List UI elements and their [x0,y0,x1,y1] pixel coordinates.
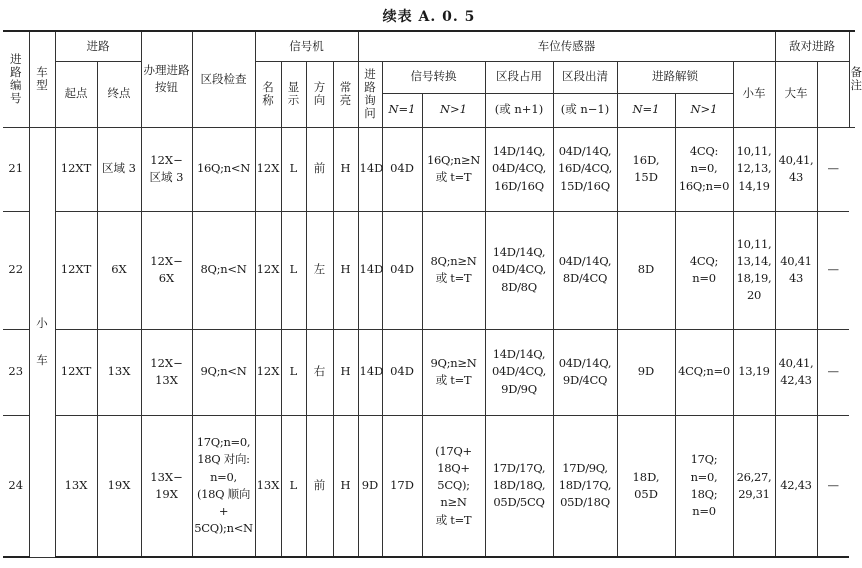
sig-name-cell: 12X [255,329,281,415]
switch-n-cell [422,127,485,211]
cell-line: 4CQ: [689,144,719,159]
hostile-big-cell [775,329,817,415]
cell-line: 13X− [150,469,183,484]
sig-name-cell: 13X [255,415,281,557]
header-remark [849,31,862,127]
header-occupy-sub: (或 n+1) [485,93,553,127]
route-no-cell: 24 [3,415,29,557]
cell-line: 8Q;n≥N [430,253,477,268]
cell-line: 26,27, [736,469,772,484]
header-sig-steady [333,61,358,127]
cell-line: 05D [634,486,658,501]
sig-name-cell: 12X [255,127,281,211]
clear-cell [553,329,617,415]
start-cell: 12XT [55,127,97,211]
cell-line: 18D, [632,469,660,484]
switch-n1-cell: 04D [382,329,422,415]
occupy-cell [485,329,553,415]
cell-line: n=0, [690,161,718,176]
cell-line: 04D/4CQ, [492,364,546,379]
sig-steady-cell: H [333,415,358,557]
button-cell [141,211,192,329]
unlock-n-cell [675,329,733,415]
cell-line: 14,19 [738,178,770,193]
unlock-n1-cell [617,211,675,329]
hostile-small-cell [733,211,775,329]
remark-cell: — [817,211,849,329]
switch-n-cell [422,329,485,415]
header-clear: 区段出清 [553,61,617,93]
cell-line: 18,19, [736,271,772,285]
table-row [3,415,855,557]
hostile-small-cell [733,329,775,415]
car-type-cell [29,127,55,557]
cell-line: 29,31 [738,486,770,501]
button-cell [141,415,192,557]
cell-line: 13,19 [738,364,770,379]
button-cell [141,329,192,415]
cell-line: 18Q; [690,486,718,501]
header-big-car: 大车 [775,61,817,127]
header-signal-switch: 信号转换 [382,61,485,93]
cell-line: 18Q 对向: [197,452,250,467]
unlock-n1-cell [617,415,675,557]
cell-line: 04D/14Q, [558,144,612,159]
header-row-2 [3,61,855,93]
cell-line: 14D/14Q, [492,144,546,159]
cell-line: 16D/4CQ, [558,161,612,176]
cell-line: 10,11, [736,144,772,159]
sig-display-cell: L [281,211,306,329]
cell-line: 43 [788,271,804,285]
unlock-n-cell [675,211,733,329]
cell-line: 16D/16Q [494,178,544,193]
cell-line: 18D/17Q, [558,478,612,493]
cell-line: 17D/17Q, [492,460,546,475]
header-button-text: 办理进路按钮 [143,63,190,95]
route-query-cell: 14D [358,211,382,329]
header-sig-direction-text: 方 向 [313,79,326,107]
cell-line: 04D/14Q, [558,355,612,370]
header-unlock-n: N>1 [675,93,733,127]
cell-line: 8D/8Q [501,279,537,294]
cell-line: n=0 [692,271,716,285]
cell-line: 40,41, [778,152,814,167]
car-type-value: 小 车 [36,316,48,367]
cell-line: 5CQ); [437,478,470,493]
cell-line: 或 t=T [435,512,472,527]
hostile-small-cell [733,415,775,557]
header-start: 起点 [55,61,97,127]
cell-line: 17D/9Q, [562,460,608,475]
cell-line: 14D/14Q, [492,245,546,260]
cell-line: n≥N [440,495,467,510]
header-occupy: 区段占用 [485,61,553,93]
unlock-n1-cell [617,127,675,211]
header-route-query-text: 进 路 询 问 [364,66,376,121]
header-clear-sub: (或 n−1) [553,93,617,127]
cell-line: 9Q;n<N [200,364,247,379]
cell-line: 05D/18Q [560,495,610,510]
cell-line: 区域 3 [149,170,184,184]
switch-n1-cell: 04D [382,127,422,211]
cell-line: n=0, [690,469,718,484]
header-small-car: 小车 [733,61,775,127]
cell-line: 04D/4CQ, [492,161,546,176]
sig-direction-cell: 左 [306,211,333,329]
header-unlock-n1: N=1 [617,93,675,127]
occupy-cell [485,127,553,211]
cell-line: 6X [158,271,175,285]
cell-line: 4CQ;n=0 [678,364,730,379]
header-car-type-text: 车 型 [36,65,48,93]
header-sig-direction [306,61,333,127]
sig-display-cell: L [281,127,306,211]
header-sig-display-text: 显 示 [287,79,300,107]
cell-line: 15D [634,170,658,184]
header-signal: 信号机 [255,31,358,61]
header-section-check: 区段检查 [192,31,255,127]
header-switch-n: N>1 [422,93,485,127]
header-hostile: 敌对进路 [775,31,849,61]
cell-line: 或 t=T [435,271,472,285]
cell-line: 10,11, [736,236,772,251]
header-sig-name-text: 名 称 [262,79,274,107]
cell-line: 04D/4CQ, [492,262,546,277]
cell-line: 13,14, [736,253,772,268]
route-no-cell: 22 [3,211,29,329]
cell-line: 43 [788,170,804,184]
cell-line: 42,43 [780,478,812,493]
cell-line: (17Q+ [435,443,472,458]
remark-cell: — [817,415,849,557]
cell-line: 05D/5CQ [493,495,545,510]
section-check-cell [192,211,255,329]
hostile-big-cell [775,127,817,211]
cell-line: 18D/18Q, [492,478,546,493]
cell-line: 17Q;n=0, [196,435,251,449]
section-check-cell [192,329,255,415]
cell-line: 5CQ);n<N [194,521,253,536]
cell-line: 或 t=T [435,170,472,184]
route-no-cell: 21 [3,127,29,211]
cell-line: n=0, [210,469,237,484]
cell-line: 19X [155,486,178,501]
cell-line: 14D/14Q, [492,347,546,362]
cell-line: 8D [637,262,655,277]
table-title: 续表 A. 0. 5 [382,9,476,25]
cell-line: 18Q+ [437,460,470,475]
cell-line: 8Q;n<N [200,262,247,277]
cell-line: 9D [637,364,655,379]
end-cell: 6X [97,211,141,329]
cell-line: 13X [155,373,178,387]
unlock-n-cell [675,127,733,211]
header-route: 进路 [55,31,141,61]
cell-line: 16Q;n≥N [427,152,480,167]
cell-line: 9D/9Q [501,381,537,396]
unlock-n1-cell [617,329,675,415]
header-switch-n1: N=1 [382,93,422,127]
cell-line: 9D/4CQ [562,373,608,387]
hostile-big-cell [775,415,817,557]
route-table [3,30,862,558]
cell-line: 12X− [150,152,183,167]
cell-line: 或 t=T [435,373,472,387]
route-query-cell: 14D [358,127,382,211]
route-query-cell: 9D [358,415,382,557]
cell-line: 12X− [150,355,183,370]
cell-line: 20 [746,288,762,303]
sig-display-cell: L [281,415,306,557]
cell-line: 9Q;n≥N [430,355,477,370]
header-car-type [29,31,55,127]
switch-n-cell [422,211,485,329]
sig-name-cell: 12X [255,211,281,329]
section-check-cell [192,415,255,557]
header-sig-name [255,61,281,127]
sig-direction-cell: 前 [306,415,333,557]
end-cell: 19X [97,415,141,557]
sig-display-cell: L [281,329,306,415]
header-remark-text: 备 注 [850,65,862,93]
header-sensor: 车位传感器 [358,31,775,61]
sig-steady-cell: H [333,211,358,329]
switch-n1-cell: 17D [382,415,422,557]
table-row [3,127,855,211]
clear-cell [553,211,617,329]
cell-line: n=0 [692,504,716,518]
header-unlock: 进路解锁 [617,61,733,93]
cell-line: 8D/4CQ [562,271,608,285]
cell-line: 40,41, [778,355,814,370]
table-row [3,211,855,329]
cell-line: 16Q;n=0 [678,178,730,193]
occupy-cell [485,415,553,557]
cell-line: 40,41 [780,253,812,268]
sig-direction-cell: 前 [306,127,333,211]
cell-line: (18Q 顺向+ [196,486,251,518]
header-sig-display [281,61,306,127]
cell-line: 16D, [632,152,660,167]
hostile-big-cell [775,211,817,329]
switch-n-cell [422,415,485,557]
end-cell: 区域 3 [97,127,141,211]
cell-line: 4CQ; [689,253,719,268]
header-sig-steady-text: 常 亮 [339,79,352,107]
header-route-no-text: 进 路 编 号 [10,51,22,106]
cell-line: 16Q;n<N [197,161,250,176]
start-cell: 12XT [55,329,97,415]
start-cell: 12XT [55,211,97,329]
sig-direction-cell: 右 [306,329,333,415]
header-end: 终点 [97,61,141,127]
cell-line: 04D/14Q, [558,253,612,268]
button-cell [141,127,192,211]
cell-line: 17Q; [690,452,718,467]
clear-cell [553,127,617,211]
route-query-cell: 14D [358,329,382,415]
end-cell: 13X [97,329,141,415]
header-row-1 [3,31,855,61]
route-no-cell: 23 [3,329,29,415]
remark-cell: — [817,329,849,415]
clear-cell [553,415,617,557]
cell-line: 42,43 [780,373,812,387]
header-button [141,31,192,127]
cell-line: 12X− [150,253,183,268]
cell-line: 12,13, [736,161,772,176]
header-route-query [358,61,382,127]
cell-line: 15D/16Q [560,178,610,193]
switch-n1-cell: 04D [382,211,422,329]
hostile-small-cell [733,127,775,211]
sig-steady-cell: H [333,127,358,211]
sig-steady-cell: H [333,329,358,415]
table-row [3,329,855,415]
occupy-cell [485,211,553,329]
remark-cell: — [817,127,849,211]
unlock-n-cell [675,415,733,557]
section-check-cell [192,127,255,211]
header-route-no [3,31,29,127]
start-cell: 13X [55,415,97,557]
